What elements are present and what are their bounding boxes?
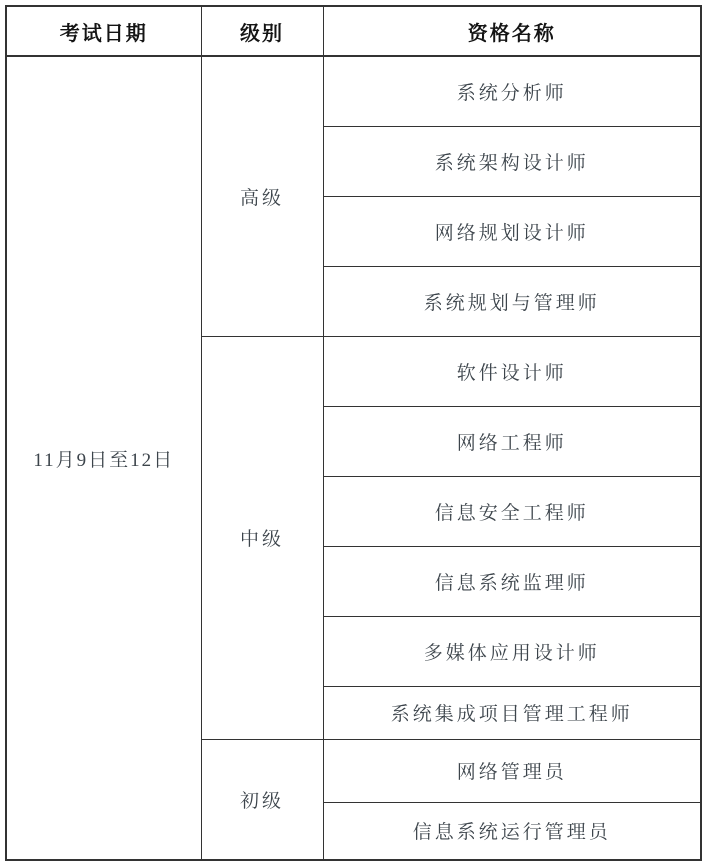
qualification-cell: 系统分析师: [323, 56, 701, 126]
header-exam-date: 考试日期: [6, 6, 201, 56]
qualification-cell: 信息系统监理师: [323, 546, 701, 616]
table-row: [6, 56, 701, 126]
header-level: 级别: [201, 6, 323, 56]
header-row: [6, 6, 701, 56]
qualification-cell: 信息安全工程师: [323, 476, 701, 546]
level-cell-elementary: 初级: [201, 739, 323, 860]
exam-schedule-table: [5, 5, 702, 861]
header-qualification-name: 资格名称: [323, 6, 701, 56]
qualification-cell: 软件设计师: [323, 336, 701, 406]
qualification-cell: 网络管理员: [323, 739, 701, 802]
qualification-cell: 信息系统运行管理员: [323, 802, 701, 860]
qualification-cell: 系统规划与管理师: [323, 266, 701, 336]
exam-schedule: [5, 5, 702, 861]
qualification-cell: 系统架构设计师: [323, 126, 701, 196]
qualification-cell: 多媒体应用设计师: [323, 616, 701, 686]
qualification-cell: 网络规划设计师: [323, 196, 701, 266]
exam-date-cell: 11月9日至12日: [6, 56, 201, 860]
level-cell-intermediate: 中级: [201, 336, 323, 739]
level-cell-advanced: 高级: [201, 56, 323, 336]
qualification-cell: 系统集成项目管理工程师: [323, 686, 701, 739]
qualification-cell: 网络工程师: [323, 406, 701, 476]
